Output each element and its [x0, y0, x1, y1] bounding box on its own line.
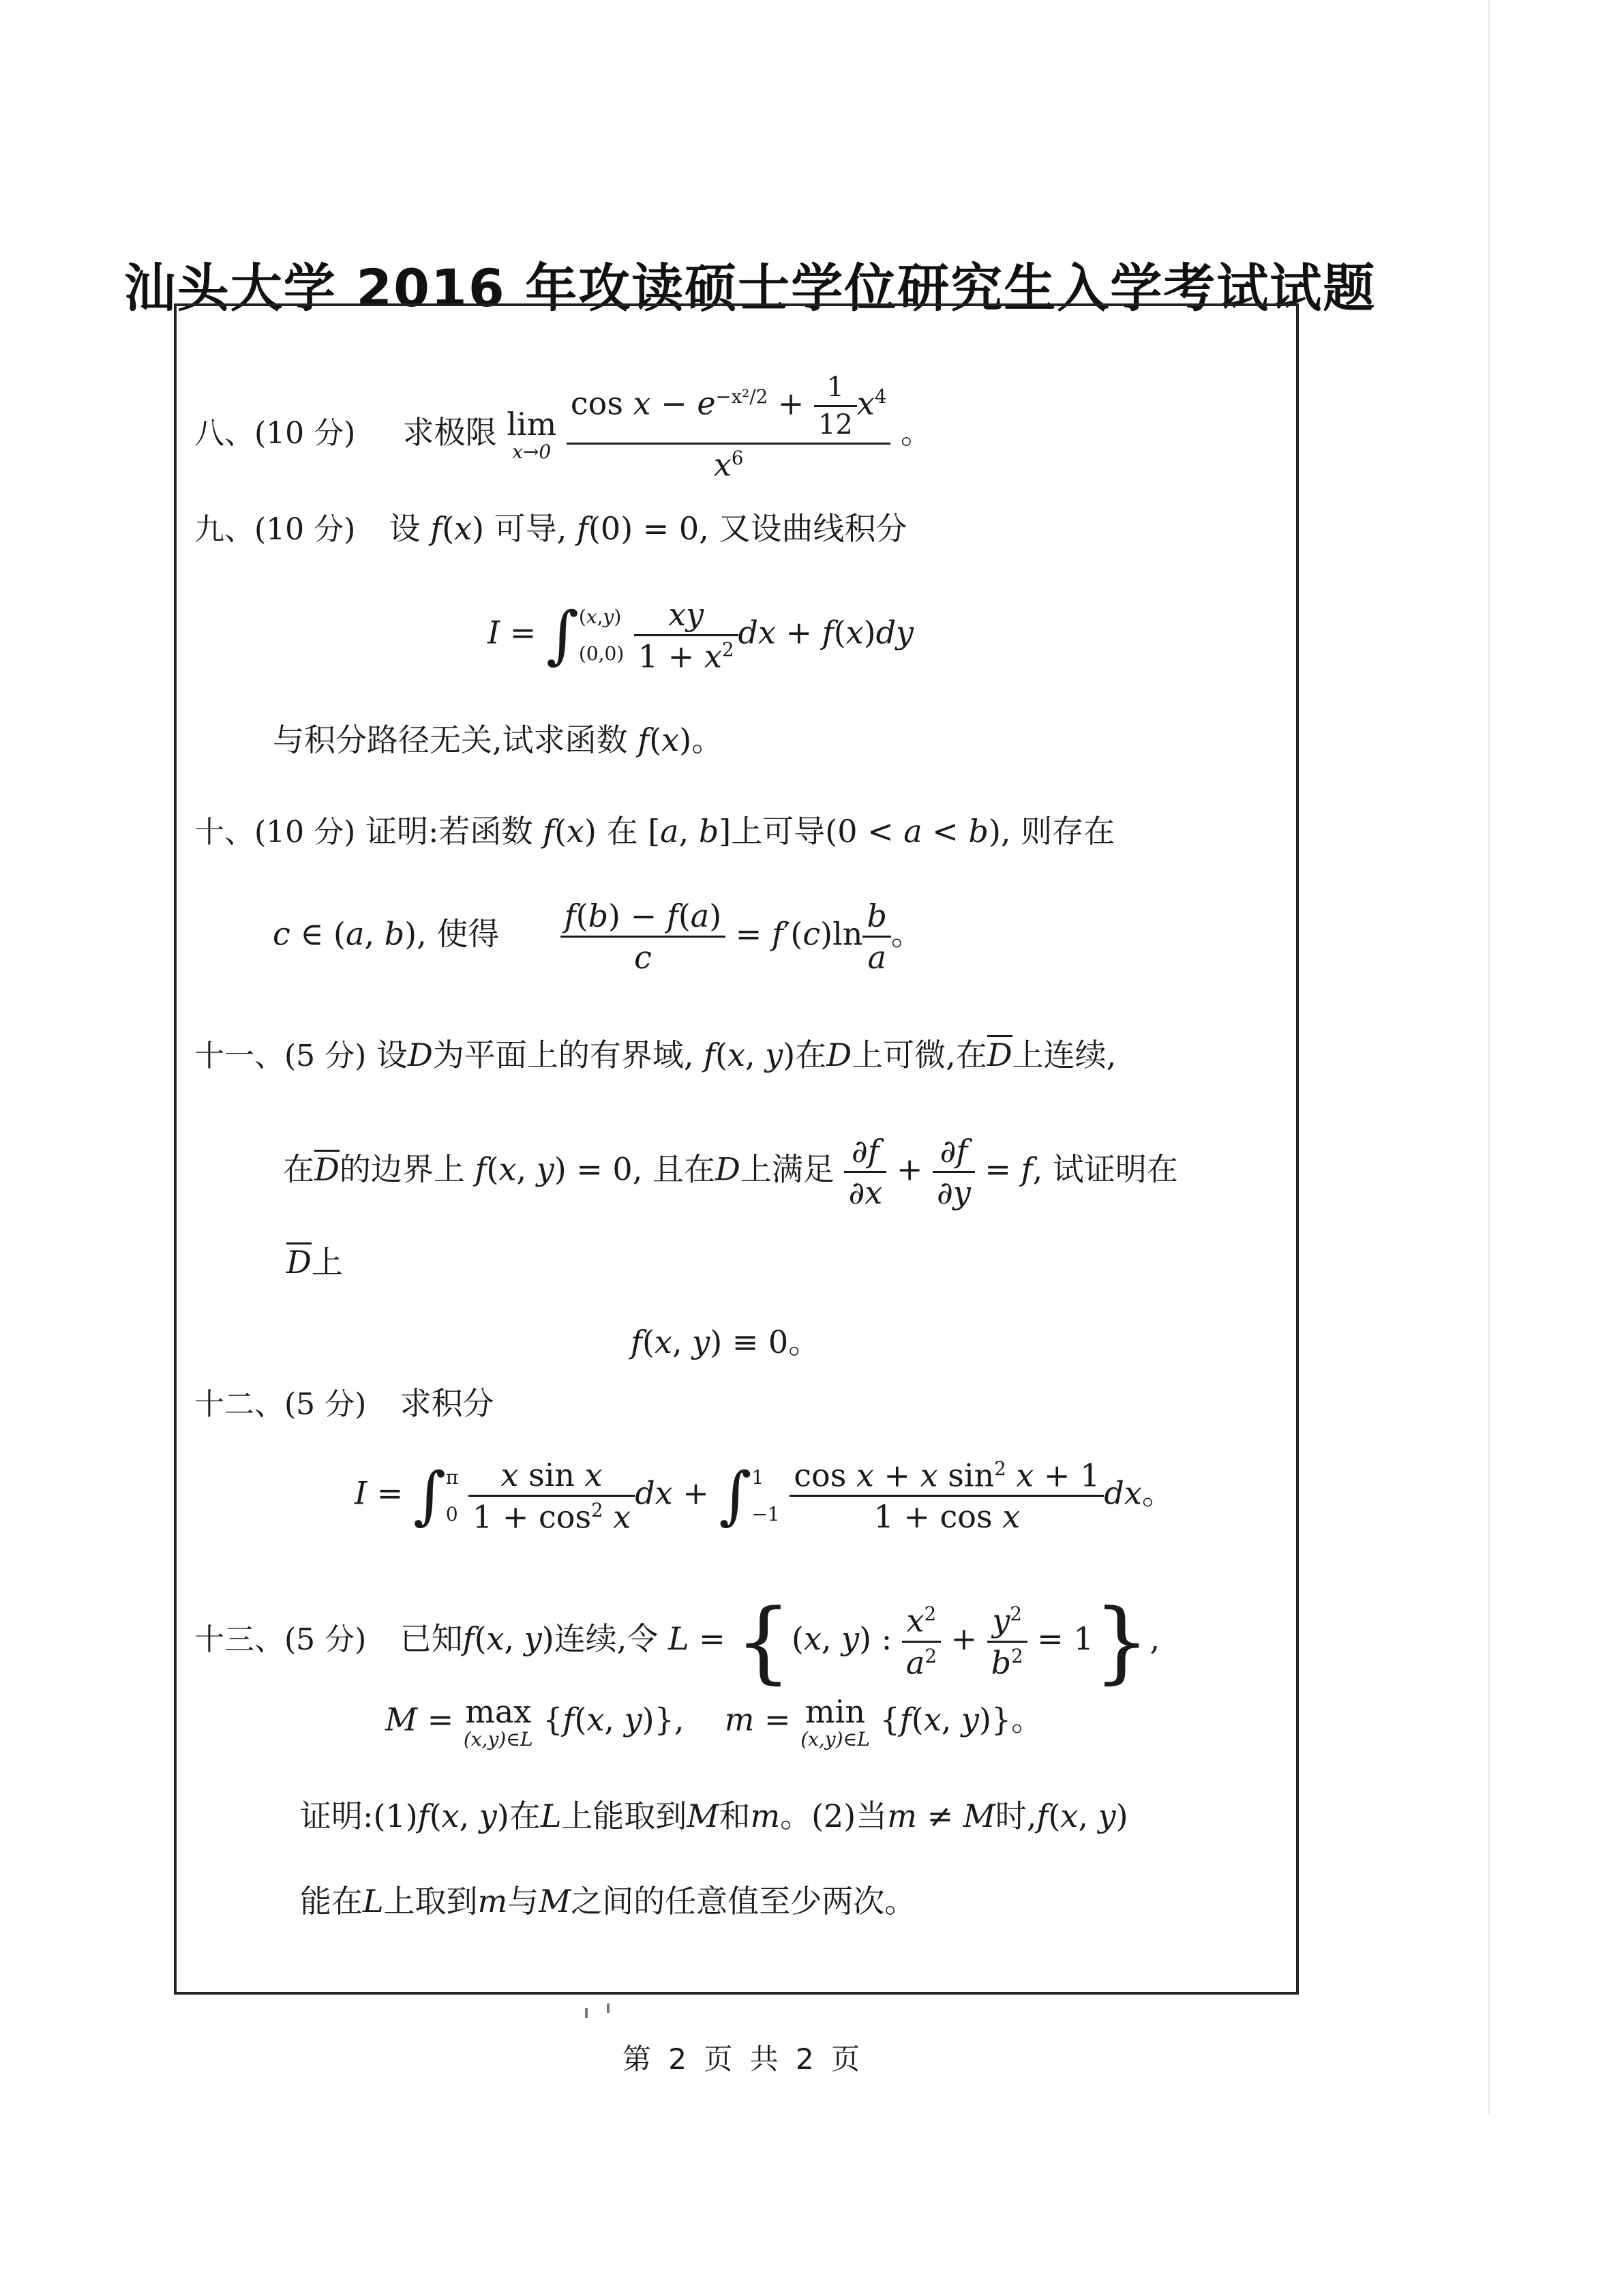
problem-11-condition: 在D的边界上 f(x, y) = 0, 且在D上满足 $\frac{\partial f}{\partial x}$ + $\frac{\partial f}{\partial y}$ = f, 试证明在 [283, 1133, 1178, 1211]
problem-13-definitions: M = max (x,y)∈L {f(x, y)}, m = min (x,y)∈L {f(x, y)}。 [385, 1693, 1043, 1750]
problem-8: 八、(10 分) 求极限 lim x→0 $\cos x - e^{-x^2/2}$ + $\frac{1}{12}$ $x^4$ $x^6$ 。 [194, 372, 932, 483]
scan-speck [585, 2008, 588, 2018]
problem-13: 十三、(5 分) 已知f(x, y)连续,令 L = {(x, y) : $\frac{x^2}{a^2}$ + $\frac{y^2}{b^2}$ = 1}, [194, 1590, 1160, 1693]
problem-13-proof-2: 能在L上取到m与M之间的任意值至少两次。 [300, 1883, 916, 1920]
problem-9: 九、(10 分) 设 f(x) 可导, f(0) = 0, 又设曲线积分 [194, 510, 907, 547]
problem-11-domain: D上 [286, 1244, 343, 1281]
limit-fraction: $\cos x - e^{-x^2/2}$ + $\frac{1}{12}$ $x^4$ $x^6$ [567, 374, 891, 480]
problem-13-proof-1: 证明:(1)f(x, y)在L上能取到M和m。(2)当m ≠ M时,f(x, y) [300, 1798, 1128, 1834]
problem-11-claim: f(x, y) ≡ 0。 [631, 1324, 820, 1360]
problem-10: 十、(10 分) 证明:若函数 f(x) 在 [a, b]上可导(0 < a < b), 则存在 [194, 813, 1115, 850]
problem-9-integral: I = ∫ (x,y) (0,0) $\frac{xy}{1 + x^2}$ dx + f(x)dy [487, 596, 914, 675]
page-footer: 第 2 页 共 2 页 [622, 2042, 865, 2076]
problem-11: 十一、(5 分) 设D为平面上的有界域, f(x, y)在D上可微,在D上连续, [194, 1037, 1117, 1073]
exam-title: 汕头大学 2016 年攻读硕士学位研究生入学考试试题 [123, 258, 1377, 318]
problem-12: 十二、(5 分) 求积分 [194, 1385, 494, 1422]
problem-9-task: 与积分路径无关,试求函数 f(x)。 [273, 721, 723, 758]
problem-12-integral: I = ∫ π 0 $\frac{\text{x sin x}}{1 + \cos^2 x}$ dx + ∫ 1 −1 $\frac{\cos x + x \sin^2 x + 1}{\text{1 + cos x}}$ dx。 [355, 1457, 1173, 1536]
scan-speck [607, 2003, 610, 2013]
limit-operator: lim x→0 [507, 406, 557, 464]
problem-10-formula: c ∈ (a, b), 使得 $\frac{f(b) - f(a)}{c}$ = f′(c)ln $\frac{b}{a}$ 。 [273, 897, 922, 976]
